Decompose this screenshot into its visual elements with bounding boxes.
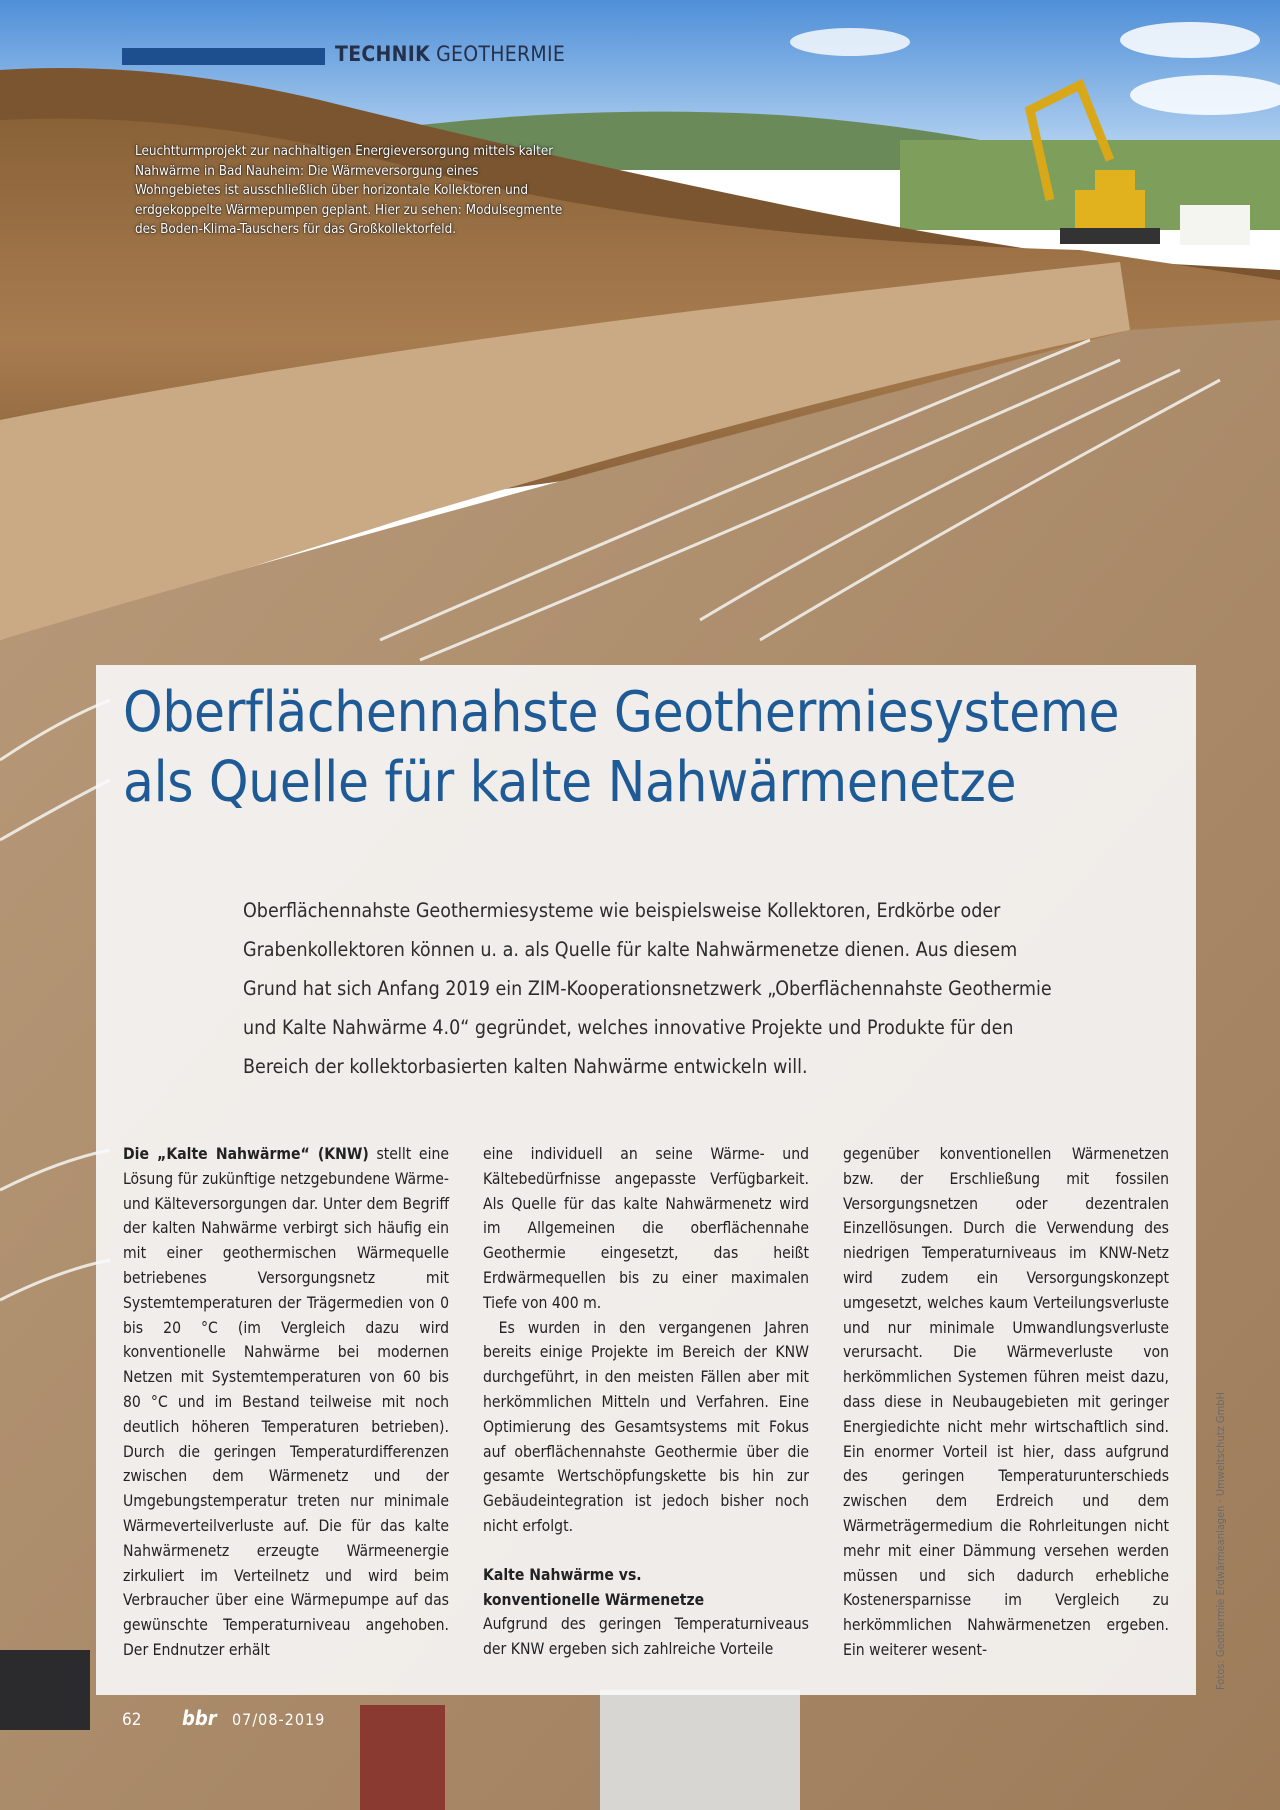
title-line-2: als Quelle für kalte Nahwärmenetze [123,750,1017,815]
article-intro: Oberflächennahste Geothermiesysteme wie beispielsweise Kollektoren, Erdkörbe oder Grabenkollektoren können u. a. als Quelle für kalte Nahwärmenetze dienen. Aus diesem Grund hat sich Anfang 2019 ein ZIM-Kooperationsnetzwerk „Oberflächennahste Geothermie und Kalte Nahwärme 4.0“ gegründet, welches innovative Projekte und Produkte für den Bereich der kollektorbasierten kalten Nahwärme entwickeln will. [243,899,1052,1078]
magazine-logo: bbr [182,1706,217,1730]
issue-number: 07/08-2019 [232,1710,326,1729]
subheading [483,1563,809,1613]
col2-paragraph-3: Aufgrund des geringen Temperaturniveaus der KNW ergeben sich zahlreiche Vorteile [483,1615,809,1659]
col2-paragraph-2: Es wurden in den vergangenen Jahren bereits einige Projekte im Bereich der KNW durchgeführt, in den meisten Fällen aber mit herkömmlichen Mitteln und Verfahren. Eine Optimierung des Gesamtsystems mit Fokus auf oberflächennahste Geothermie über die gesamte Wertschöpfungskette bis hin zur Gebäudeintegration ist jedoch bisher noch nicht erfolgt. [483,1318,809,1535]
body-column-1 [123,1142,449,1663]
subheading-line-2: konventionelle Wärmenetze [483,1590,705,1609]
col1-text: stellt eine Lösung für zukünftige netzgebundene Wärme- und Kälteversorgungen dar. Unter dem Begriff der kalten Nahwärme verbirgt sich häufig ein mit einer geothermischen Wärmequelle betriebenes Versorgungsnetz mit Systemtemperaturen der Trägermedien von 0 bis 20 °C (im Vergleich dazu wird konventionelle Nahwärme bei modernen Netzen mit Systemtemperaturen von 60 bis 80 °C und im Bestand teilweise mit noch deutlich höheren Temperaturen betrieben). Durch die geringen Temperaturdifferenzen zwischen dem Wärmenetz und der Umgebungstemperatur treten nur minimale Wärmeverteilverluste auf. Die für das kalte Nahwärmenetz erzeugte Wärmeenergie zirkuliert im Verteilnetz und wird beim Verbraucher über eine Wärmepumpe auf das gewünschte Temperaturniveau angehoben. Der Endnutzer erhält [123,1145,449,1659]
photo-credit: Fotos: Geothermie Erdwärmeanlagen · Umweltschutz GmbH [1214,1392,1227,1690]
col3-text: gegenüber konventionellen Wärmenetzen bzw. der Erschließung mit fossilen Versorgungsnetzen oder dezentralen Einzellösungen. Durch die Verwendung des niedrigen Temperaturniveaus im KNW-Netz wird zudem ein Versorgungskonzept umgesetzt, welches kaum Verteilungsverluste und nur minimale Umwandlungsverluste verursacht. Die Wärmeverluste von herkömmlichen Systemen führen meist dazu, dass diese in Neubaugebieten mit geringer Energiedichte nicht mehr wirtschaftlich sind. Ein enormer Vorteil ist hier, dass aufgrund des geringen Temperaturunterschieds zwischen dem Erdreich und dem Wärmeträgermedium die Rohrleitungen nicht mehr mit einer Dämmung versehen werden müssen und sich dadurch erhebliche Kostenersparnisse im Vergleich zu herkömmlichen Nahwärmenetzen ergeben. Ein weiterer wesent- [843,1145,1169,1659]
section-color-bar [122,48,325,65]
body-column-2 [483,1142,809,1662]
section-label [335,42,565,66]
subsection-name: GEOTHERMIE [436,42,566,66]
subheading-line-1: Kalte Nahwärme vs. [483,1565,642,1584]
section-name: TECHNIK [335,42,431,66]
article-title [123,678,1183,818]
body-column-3 [843,1142,1169,1663]
title-line-1: Oberflächennahste Geothermiesysteme [123,680,1120,745]
lead-in: Die „Kalte Nahwärme“ (KNW) [123,1145,369,1163]
photo-caption: Leuchtturmprojekt zur nachhaltigen Energieversorgung mittels kalter Nahwärme in Bad Nauheim: Die Wärmeversorgung eines Wohngebietes ist ausschließlich über horizontale Kollektoren und erdgekoppelte Wärmepumpen geplant. Hier zu sehen: Modulsegmente des Boden-Klima-Tauschers für das Großkollektorfeld. [135,144,563,238]
page-number: 62 [122,1710,142,1730]
col2-paragraph-1: eine individuell an seine Wärme- und Kältebedürfnisse angepasste Verfügbarkeit. Als Quelle für das kalte Nahwärmenetz wird im Allgemeinen die oberflächennahe Geothermie eingesetzt, das heißt Erdwärmequellen bis zu einer maximalen Tiefe von 400 m. [483,1145,809,1312]
